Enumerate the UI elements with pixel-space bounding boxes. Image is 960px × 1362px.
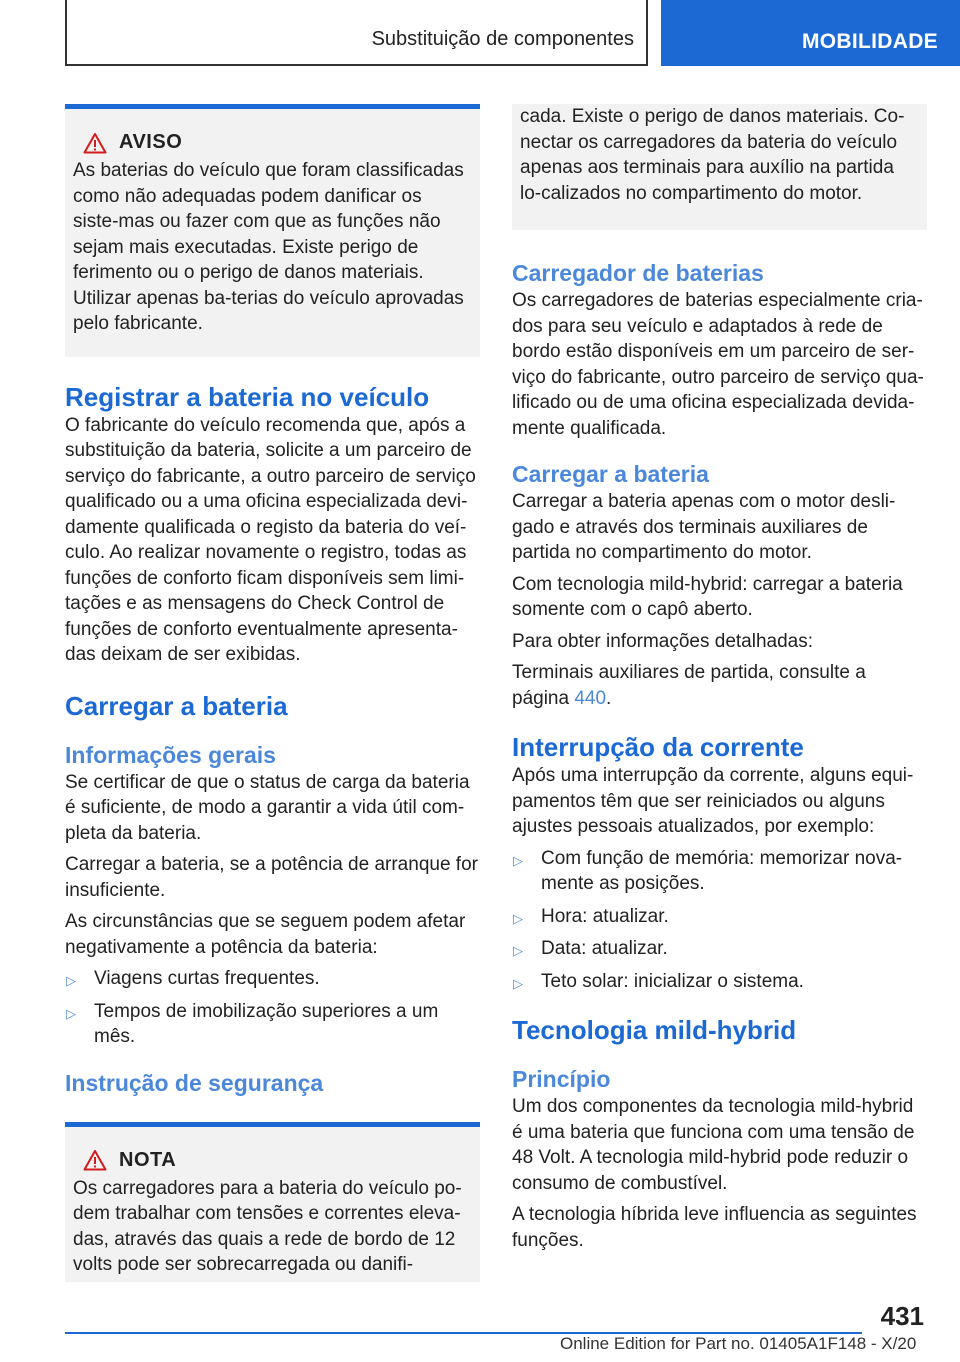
- triangle-bullet-icon: ▷: [513, 852, 523, 868]
- principle-paragraph-2: A tecnologia híbrida leve influencia as seguintes funções.: [512, 1204, 917, 1251]
- list-item: ▷ Viagens curtas frequentes.: [65, 966, 480, 992]
- list-item: ▷ Data: atualizar.: [512, 936, 927, 962]
- general-paragraph-2: Carregar a bateria, se a potência de arranque for insuficiente.: [65, 854, 478, 901]
- page-number: 431: [880, 1301, 924, 1331]
- right-column: [512, 104, 927, 1259]
- triangle-bullet-icon: ▷: [513, 943, 523, 958]
- list-item: ▷ Teto solar: inicializar o sistema.: [512, 969, 927, 995]
- list-item: ▷ Tempos de imobilização superiores a um mês.: [66, 1000, 439, 1047]
- heading-mild-hybrid: Tecnologia mild-hybrid: [512, 1015, 797, 1045]
- heading-general-info: Informações gerais: [65, 741, 276, 768]
- page-header: [0, 0, 960, 66]
- battery-conditions-list: [65, 966, 480, 1050]
- warning-triangle-icon: [83, 132, 107, 154]
- chapter-title: MOBILIDADE: [802, 30, 938, 53]
- warning-text: As baterias do veículo que foram classificadas como não adequadas podem danificar os siste-mas ou fazer com que as funções não sejam mais executadas. Existe perigo de ferimento ou o perigo de danos materiais. Utilizar apenas ba-terias do veículo aprovadas pelo fabricante.: [73, 160, 464, 334]
- charge-paragraph-3: Para obter informações detalhadas:: [512, 630, 814, 652]
- register-text: O fabricante do veículo recomenda que, após a substituição da bateria, solicite a um parceiro de serviço do fabricante, a outro parceiro de serviço qualificado ou a uma oficina especializada devi-damente qualificada o registo da bateria do veí-culo. Ao realizar novamente o registro, todas as funções de conforto ficam disponíveis sem limi-tações e as mensagens do Check Control de funções de conforto eventualmente apresenta-das deixam de ser exibidas.: [65, 414, 476, 665]
- charge-paragraph-2: Com tecnologia mild-hybrid: carregar a bateria somente com o capô aberto.: [512, 573, 903, 620]
- warning-title-row: [83, 131, 472, 154]
- left-column: [65, 104, 480, 1282]
- warning-box: [65, 104, 480, 357]
- warning-triangle-icon: [83, 1149, 107, 1171]
- section-title-box: [65, 0, 648, 66]
- heading-safety-instruction: Instrução de segurança: [65, 1069, 324, 1096]
- charge-paragraph-4: Terminais auxiliares de partida, consulte a página 440.: [512, 662, 866, 709]
- interrupt-text: Após uma interrupção da corrente, alguns equi-pamentos têm que ser reiniciados ou alguns ajustes pessoais atualizados, por exemplo:: [512, 765, 914, 837]
- charge-paragraph-1: Carregar a bateria apenas com o motor desli-gado e através dos terminais auxiliares de partida no compartimento do motor.: [512, 491, 896, 563]
- principle-paragraph-1: Um dos componentes da tecnologia mild-hybrid é uma bateria que funciona com uma tensão de 48 Volt. A tecnologia mild-hybrid pode reduzir o consumo de combustível.: [512, 1096, 915, 1194]
- list-item: ▷ Com função de memória: memorizar nova-mente as posições.: [513, 847, 903, 894]
- note-text: Os carregadores para a bateria do veículo po-dem trabalhar com tensões e correntes eleva-das, através das quais a rede de bordo de 12 volts pode ser sobrecarregada ou danifi-: [73, 1177, 462, 1275]
- list-item: ▷ Hora: atualizar.: [512, 904, 927, 930]
- charger-text: Os carregadores de baterias especialmente cria-dos para seu veículo e adaptados à rede de bordo estão disponíveis em um parceiro de ser-viço do fabricante, outro parceiro de serviço qua-lificado ou de uma oficina especializada devida-mente qualificada.: [512, 290, 924, 439]
- general-paragraph-1: Se certificar de que o status de carga da bateria é suficiente, de modo a garantir a vida útil com-pleta da bateria.: [65, 771, 470, 844]
- reset-items-list: [512, 846, 927, 995]
- page-reference-link[interactable]: 440: [574, 687, 607, 709]
- heading-principle: Princípio: [512, 1066, 611, 1092]
- heading-charge-battery-sub: Carregar a bateria: [512, 461, 709, 487]
- chapter-tab: [661, 0, 960, 66]
- triangle-bullet-icon: ▷: [66, 973, 76, 988]
- note-box-continued: [512, 104, 927, 230]
- section-title: Substituição de componentes: [371, 28, 634, 50]
- note-continued-text: cada. Existe o perigo de danos materiais. Co-nectar os carregadores da bateria do veículo apenas aos terminais para auxílio na partida lo-calizados no compartimento do motor.: [520, 106, 905, 204]
- heading-battery-charger: Carregador de baterias: [512, 260, 764, 286]
- triangle-bullet-icon: ▷: [513, 910, 523, 926]
- triangle-bullet-icon: ▷: [513, 975, 523, 991]
- note-title-row: [83, 1149, 472, 1172]
- triangle-bullet-icon: ▷: [66, 1005, 76, 1021]
- heading-register-battery: Registrar a bateria no veículo: [65, 381, 430, 412]
- note-box: [65, 1122, 480, 1282]
- note-title: NOTA: [119, 1148, 177, 1171]
- heading-power-interruption: Interrupção da corrente: [512, 732, 804, 762]
- heading-charge-battery: Carregar a bateria: [65, 690, 288, 721]
- general-paragraph-3: As circunstâncias que se seguem podem afetar negativamente a potência da bateria:: [65, 911, 466, 958]
- warning-title: AVISO: [119, 131, 183, 153]
- edition-note: Online Edition for Part no. 01405A1F148 - X/20: [560, 1334, 917, 1353]
